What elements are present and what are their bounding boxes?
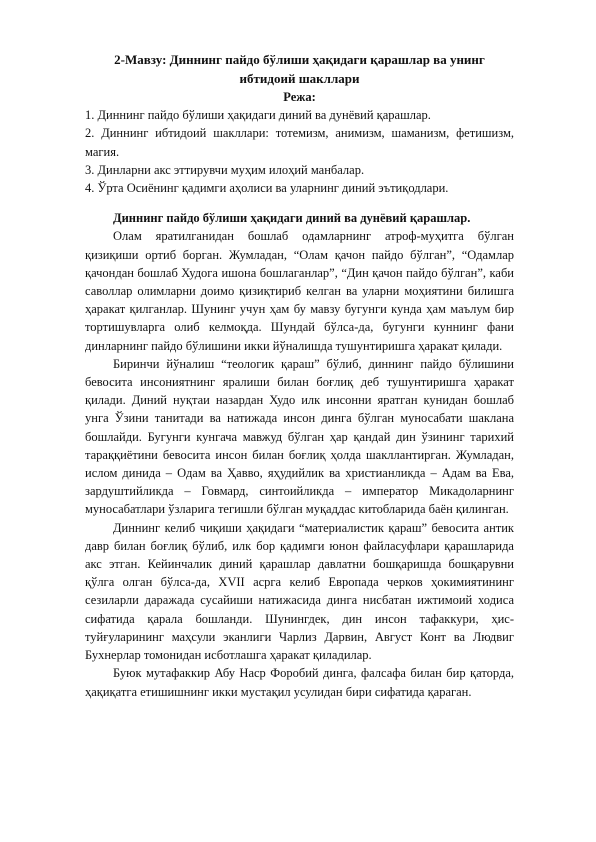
body-paragraph: Диннинг келиб чиқиши ҳақидаги “материалистик қараш” бевосита антик давр билан боғлиқ бўлиб, илк бор қадимги юнон файласуфлари қарашларида акс этган. Кейинчалик диний қарашлар давлатни бошқаришда бошқарувни қўлга олган бўлса-да, XVII асрга келиб Европада черков ҳокимиятининг сезиларли даражада сусайиши натижасида динга нисбатан ижтимоий ходиса сифатида қарала бошланди. Шунингдек, дин инсон тафаккури, ҳис-туйғуларининг маҳсули эканлиги Чарлиз Дарвин, Август Конт ва Людвиг Бухнерлар томонидан исботлашга ҳаракат қиладилар. <box>85 520 514 663</box>
plan-item: 2. Диннинг ибтидоий шакллари: тотемизм, анимизм, шаманизм, фетишизм, магия. <box>85 126 514 159</box>
body-paragraph: Буюк мутафаккир Абу Наср Форобий динга, фалсафа билан бир қаторда, ҳақиқатга етишишнинг икки мустақил усулидан бири сифатида қараган. <box>85 666 514 699</box>
body-paragraph: Олам яратилганидан бошлаб одамларнинг атроф-муҳитга бўлган қизиқиши ортиб борган. Жумладан, “Олам қачон пайдо бўлган”, “Одамлар қачондан бошлаб Худога ишона бошлаганлар”, “Дин қачон пайдо бўлган”, каби саволлар олимларни доимо қизиқтириб келган ва уларни моҳиятини билишга ҳаракат қилганлар. Шунинг учун ҳам бу мавзу бугунги кунда ҳам маълум бир тортишувларга олиб келмоқда. Шундай бўлса-да, бугунги куннинг фани динларнинг пайдо бўлишини икки йўналишда тушунтиришга ҳаракат қилади. <box>85 229 514 353</box>
plan-item: 4. Ўрта Осиёнинг қадимги аҳолиси ва уларнинг диний эътиқодлари. <box>85 181 449 196</box>
section-heading: Диннинг пайдо бўлиши ҳақидаги диний ва дунёвий қарашлар. <box>113 211 471 226</box>
section-spacer <box>85 197 514 209</box>
document-title: 2-Мавзу: Диннинг пайдо бўлиши ҳақидаги қарашлар ва унинг ибтидоий шакллари <box>114 52 485 86</box>
plan-heading: Режа: <box>283 90 316 104</box>
plan-list <box>85 106 514 197</box>
body-paragraph: Биринчи йўналиш “теологик қараш” бўлиб, диннинг пайдо бўлишини бевосита инсониятнинг яралиши билан боғлиқ деб тушунтиришга ҳаракат қилади. Диний нуқтаи назардан Худо илк инсонни яратган кунидан бошлаб унга Ўзини танитади ва натижада инсон динга бўлган муносабати шаклана бошлайди. Бугунги кунгача мавжуд бўлган ҳар қандай дин ўзининг тарихий тараққиётини бевосита инсон билан боғлиқ ҳолда шакллантирган. Жумладан, ислом динида – Одам ва Ҳавво, яҳудийлик ва христианликда – Адам ва Ева, зардуштийликда – Говмард, синтоийликда – император Микадоларнинг муносабатлари ўзларига тегишли бўлган муқаддас китобларида баён қилинган. <box>85 356 514 517</box>
plan-item: 1. Диннинг пайдо бўлиши ҳақидаги диний ва дунёвий қарашлар. <box>85 108 431 123</box>
plan-item: 3. Динларни акс эттирувчи муҳим илоҳий манбалар. <box>85 162 365 177</box>
